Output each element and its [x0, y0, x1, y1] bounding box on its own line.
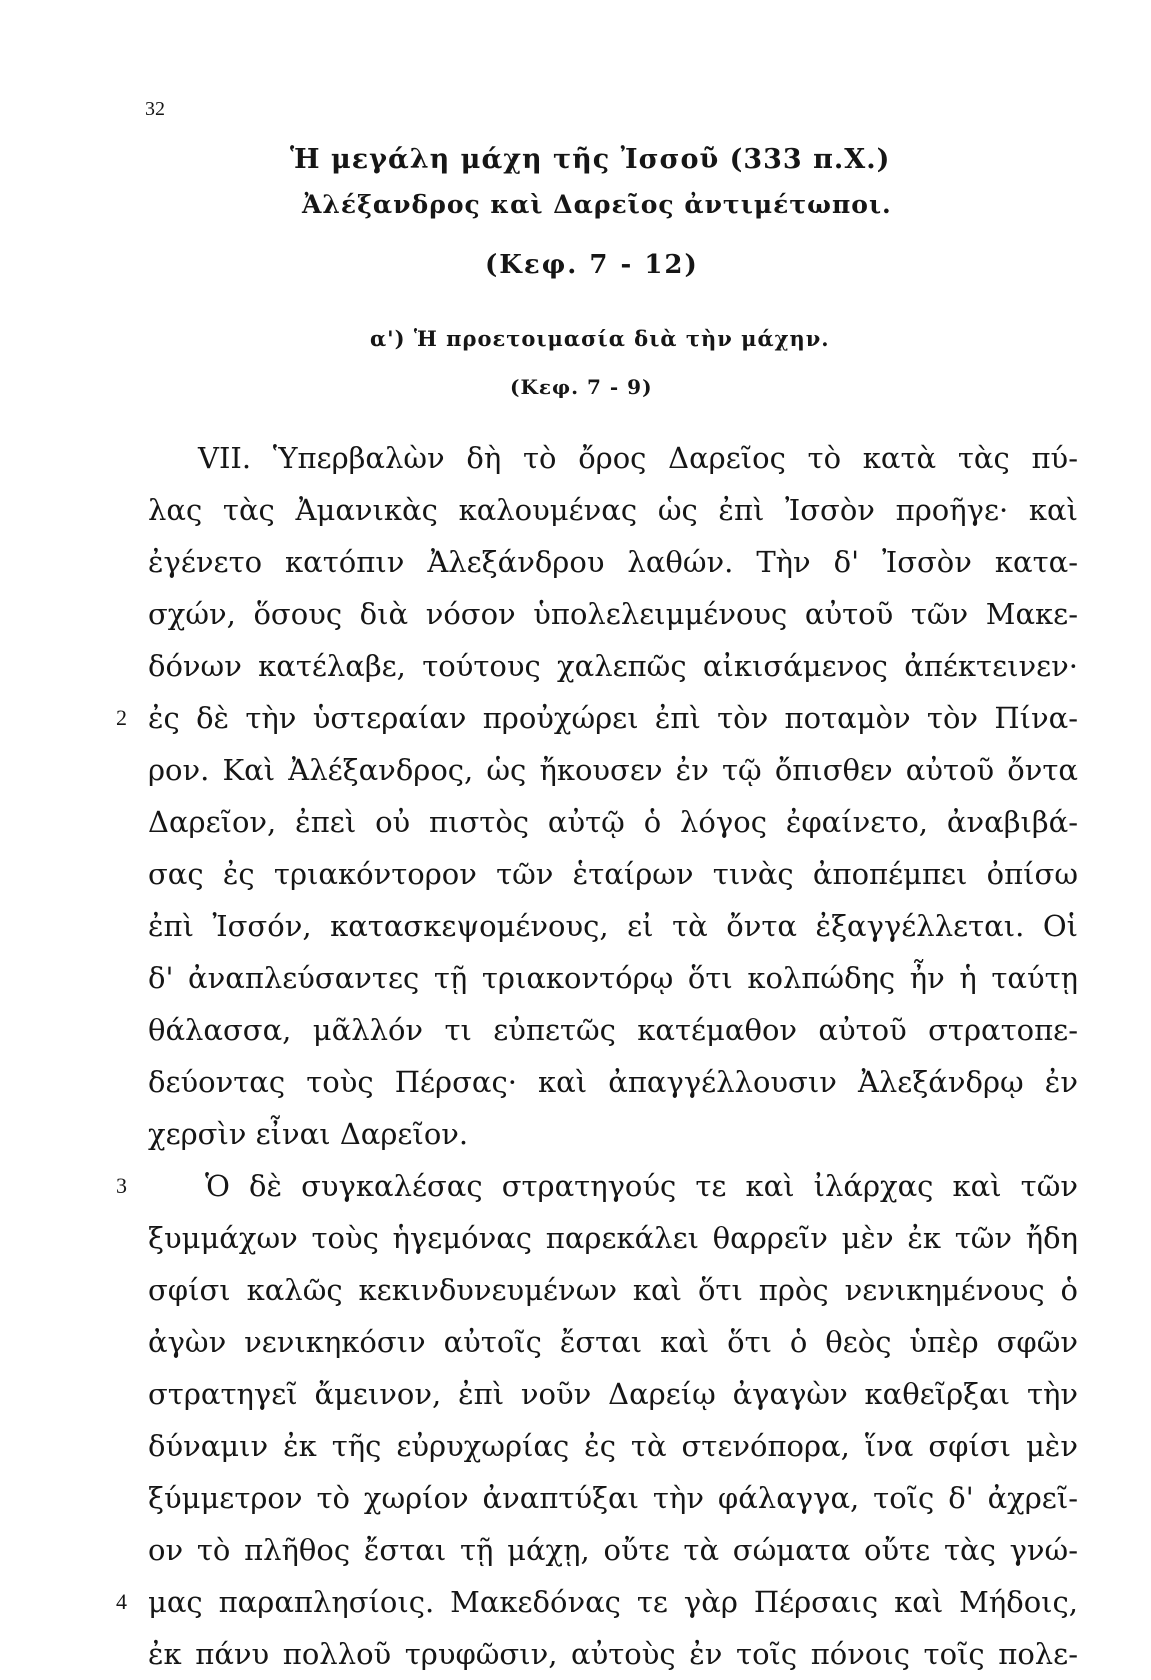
text-line: [148, 432, 1078, 484]
text-line-content: δόνων κατέλαβε, τούτους χαλεπῶς αἰκισάμενος ἀπέκτεινεν·: [148, 649, 1078, 683]
text-line: [148, 900, 1078, 952]
text-line: [148, 1524, 1078, 1576]
text-line: [116, 692, 1078, 744]
text-line: [116, 1576, 1078, 1628]
text-line-content: σφίσι καλῶς κεκινδυνευμένων καὶ ὅτι πρὸς νενικημένους ὁ: [148, 1273, 1078, 1307]
text-line-content: δεύοντας τοὺς Πέρσας· καὶ ἀπαγγέλλουσιν Ἀλεξάνδρῳ ἐν: [148, 1065, 1078, 1099]
text-line-content: στρατηγεῖ ἄμεινον, ἐπὶ νοῦν Δαρείῳ ἀγαγὼν καθεῖρξαι τὴν: [148, 1377, 1078, 1411]
chapter-title-line-2: Ἀλέξανδρος καὶ Δαρεῖος ἀντιμέτωποι.: [302, 190, 892, 219]
text-line: [148, 1420, 1078, 1472]
paragraph-number: 2: [116, 705, 127, 730]
text-line-content: ἐς δὲ τὴν ὑστεραίαν προὐχώρει ἐπὶ τὸν ποταμὸν τὸν Πίνα-: [148, 701, 1078, 735]
text-line-content: ἐκ πάνυ πολλοῦ τρυφῶσιν, αὐτοὺς ἐν τοῖς πόνοις τοῖς πολε-: [148, 1637, 1078, 1671]
text-line-content: δ' ἀναπλεύσαντες τῇ τριακοντόρῳ ὅτι κολπώδης ἦν ἡ ταύτῃ: [148, 961, 1078, 995]
text-line-content: ἀγὼν νενικηκόσιν αὐτοῖς ἔσται καὶ ὅτι ὁ θεὸς ὑπὲρ σφῶν: [148, 1325, 1078, 1359]
text-line: [148, 588, 1078, 640]
section-chapter-range: (Κεφ. 7 - 9): [510, 375, 653, 399]
text-line: [148, 848, 1078, 900]
text-line: [148, 1004, 1078, 1056]
text-line-content: σας ἐς τριακόντορον τῶν ἑταίρων τινὰς ἀποπέμπει ὀπίσω: [148, 857, 1078, 891]
text-line-content: Δαρεῖον, ἐπεὶ οὐ πιστὸς αὐτῷ ὁ λόγος ἐφαίνετο, ἀναβιβά-: [148, 805, 1078, 839]
text-line: [148, 1472, 1078, 1524]
paragraph-number: 4: [116, 1589, 127, 1614]
text-line-content: χερσὶν εἶναι Δαρεῖον.: [148, 1117, 469, 1151]
page-number: 32: [145, 98, 165, 120]
text-line-content: ἐγένετο κατόπιν Ἀλεξάνδρου λαθών. Τὴν δ' Ἰσσὸν κατα-: [148, 545, 1078, 579]
chapter-range: (Κεφ. 7 - 12): [485, 250, 699, 280]
text-line-content: ξυμμάχων τοὺς ἡγεμόνας παρεκάλει θαρρεῖν μὲν ἐκ τῶν ἤδη: [148, 1221, 1078, 1255]
text-line: [148, 796, 1078, 848]
text-line: [148, 744, 1078, 796]
text-line-content: ρον. Καὶ Ἀλέξανδρος, ὡς ἤκουσεν ἐν τῷ ὄπισθεν αὐτοῦ ὄντα: [148, 753, 1078, 787]
text-line: [148, 1056, 1078, 1108]
greek-text-body: [116, 432, 1078, 1680]
text-line: [148, 1108, 1078, 1160]
text-line: [148, 1264, 1078, 1316]
text-line-content: Ὁ δὲ συγκαλέσας στρατηγούς τε καὶ ἰλάρχας καὶ τῶν: [205, 1169, 1078, 1203]
text-line: [148, 484, 1078, 536]
text-line: [148, 952, 1078, 1004]
text-line: [148, 640, 1078, 692]
text-line-content: VII. Ὑπερβαλὼν δὴ τὸ ὄρος Δαρεῖος τὸ κατὰ τὰς πύ-: [198, 441, 1078, 475]
text-line: [148, 1212, 1078, 1264]
text-line-content: ἐπὶ Ἰσσόν, κατασκεψομένους, εἰ τὰ ὄντα ἐξαγγέλλεται. Οἱ: [148, 909, 1078, 943]
text-line: [148, 1368, 1078, 1420]
text-line-content: λας τὰς Ἀμανικὰς καλουμένας ὡς ἐπὶ Ἰσσὸν προῆγε· καὶ: [148, 493, 1078, 527]
text-line: [148, 536, 1078, 588]
text-line-content: θάλασσα, μᾶλλόν τι εὐπετῶς κατέμαθον αὐτοῦ στρατοπε-: [148, 1013, 1078, 1047]
section-title: α') Ἡ προετοιμασία διὰ τὴν μάχην.: [370, 326, 830, 351]
text-line: [148, 1628, 1078, 1680]
text-line-content: σχών, ὅσους διὰ νόσον ὑπολελειμμένους αὐτοῦ τῶν Μακε-: [148, 597, 1078, 631]
chapter-title-line-1: Ἡ μεγάλη μάχη τῆς Ἰσσοῦ (333 π.Χ.): [290, 144, 891, 175]
paragraph-number: 3: [116, 1173, 127, 1198]
text-line-content: δύναμιν ἐκ τῆς εὐρυχωρίας ἐς τὰ στενόπορα, ἵνα σφίσι μὲν: [148, 1429, 1078, 1463]
text-line: [148, 1316, 1078, 1368]
text-line-content: ξύμμετρον τὸ χωρίον ἀναπτύξαι τὴν φάλαγγα, τοῖς δ' ἀχρεῖ-: [148, 1481, 1078, 1515]
text-line-content: ον τὸ πλῆθος ἔσται τῇ μάχῃ, οὔτε τὰ σώματα οὔτε τὰς γνώ-: [148, 1533, 1078, 1567]
text-line: [116, 1160, 1078, 1212]
text-line-content: μας παραπλησίοις. Μακεδόνας τε γὰρ Πέρσαις καὶ Μήδοις,: [148, 1585, 1078, 1619]
